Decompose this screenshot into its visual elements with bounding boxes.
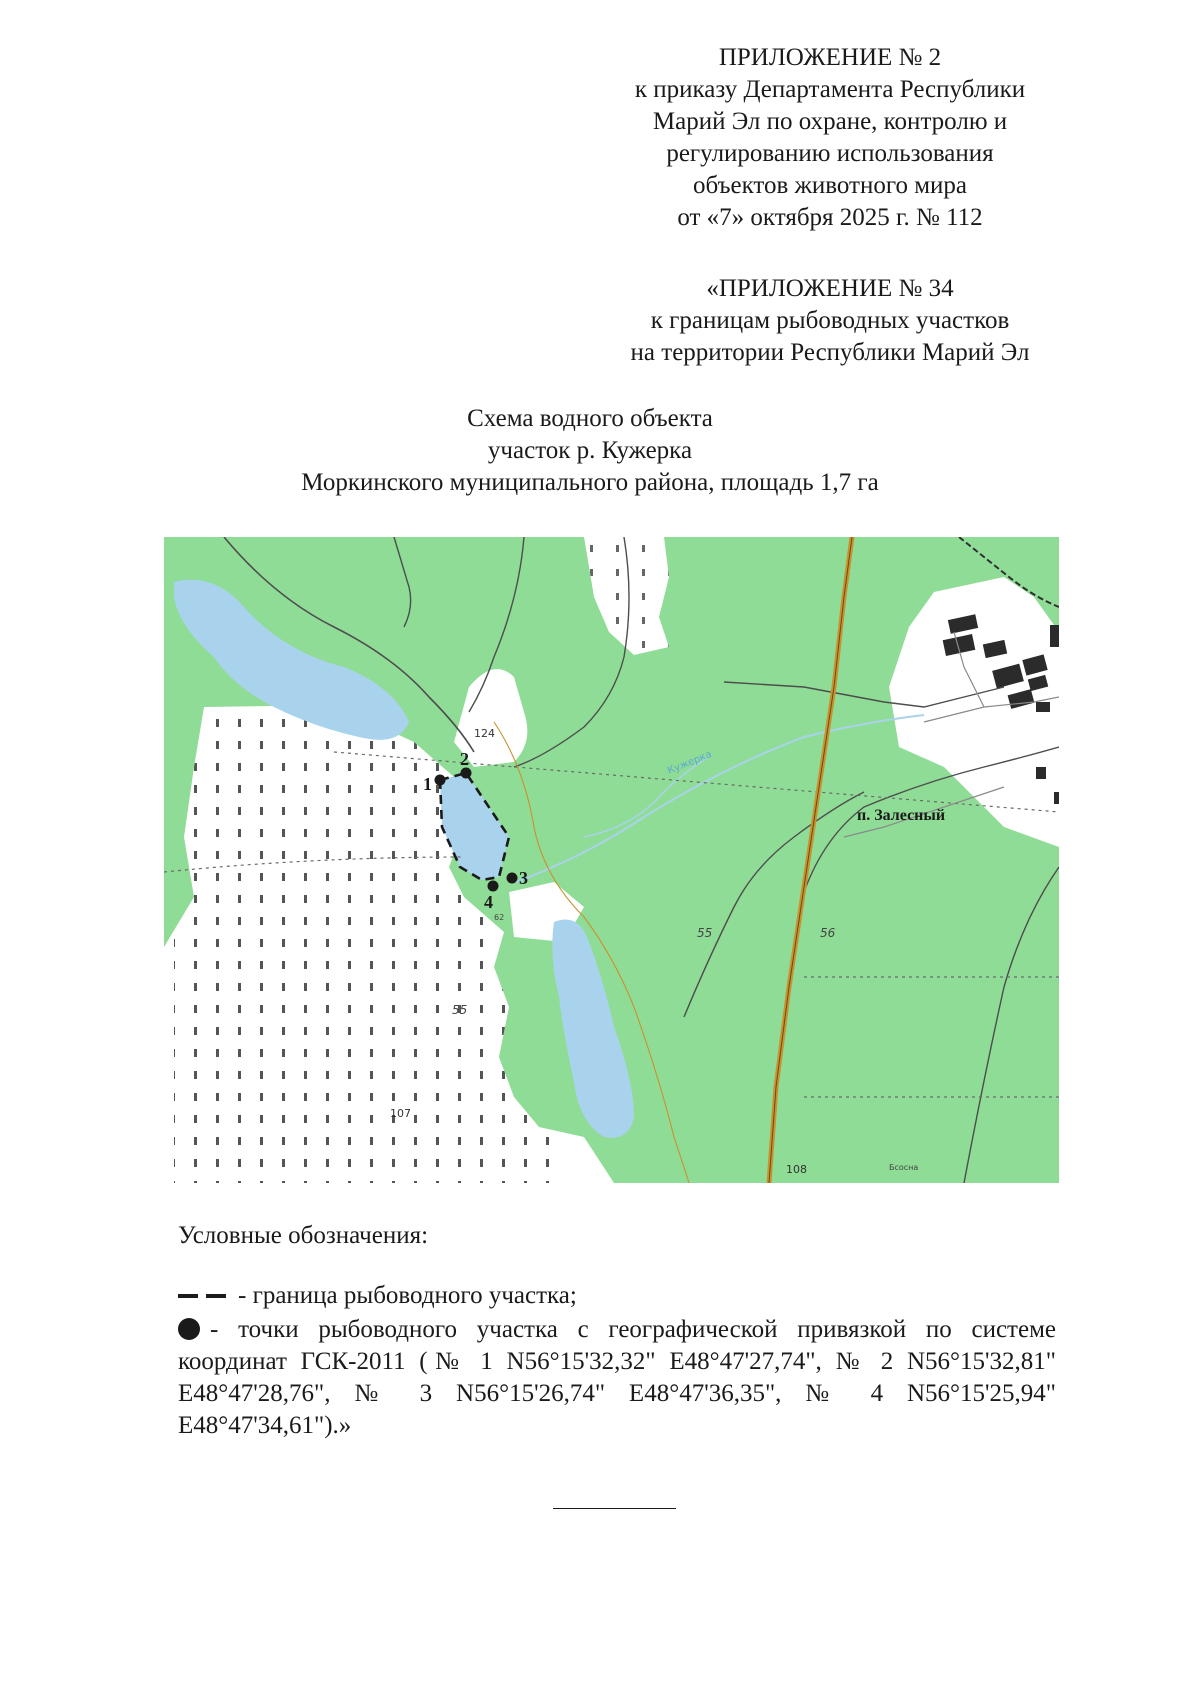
height-124: 124 [474, 727, 495, 740]
river-label: Кужерка [666, 749, 714, 777]
dashed-line-icon [178, 1294, 226, 1298]
village-label: п. Залесный [857, 807, 946, 824]
annex-line: к границам рыбоводных участков [650, 307, 1010, 334]
topographic-map [164, 537, 1059, 1183]
legend-boundary-text: - граница рыбоводного участка; [238, 1282, 577, 1309]
legend-points-text: - точки рыбоводного участка с географической привязкой по системе координат ГСК-2011 (№ 1 N56°15'32,32" E48°47'27,74", № 2 N56°15'32,81" E48°47'28,76", № 3 N56°15'26,74" E48°47'36,35", № 4 N56°15'25,94" E48°47'34,61").» [178, 1316, 1056, 1439]
title-line: участок р. Кужерка [487, 437, 693, 464]
header-line: ПРИЛОЖЕНИЕ № 2 [718, 44, 942, 71]
footer-divider [553, 1508, 676, 1509]
pine-label: Бсосна [889, 1163, 919, 1172]
header-line: объектов животного мира [692, 172, 968, 199]
scheme-title [160, 403, 1020, 499]
legend-title: Условные обозначения: [178, 1222, 429, 1249]
point-dot-icon [178, 1318, 200, 1340]
map-canvas [164, 537, 1059, 1183]
header-line: к приказу Департамента Республики [634, 76, 1026, 103]
header-line: от «7» октября 2025 г. № 112 [677, 204, 983, 231]
header-line: регулированию использования [666, 140, 994, 167]
annex-line: «ПРИЛОЖЕНИЕ № 34 [706, 275, 954, 302]
small-62-label: 62 [494, 913, 505, 922]
height-107: 107 [390, 1107, 411, 1120]
point-3-marker [507, 873, 518, 884]
appendix-header [590, 42, 1070, 234]
label-56: 56 [820, 926, 836, 940]
annex-line: на территории Республики Марий Эл [630, 339, 1030, 366]
header-line: Марий Эл по охране, контролю и [652, 108, 1008, 135]
point-1-marker [435, 775, 446, 786]
point-2-label: 2 [460, 749, 469, 769]
point-4-label: 4 [484, 892, 493, 912]
annex-header [590, 273, 1070, 369]
point-3-label: 3 [519, 868, 528, 888]
legend-points [178, 1314, 1056, 1442]
label-55-west: 55 [452, 1003, 468, 1017]
height-108: 108 [786, 1163, 807, 1176]
point-1-label: 1 [423, 774, 432, 794]
point-4-marker [488, 881, 499, 892]
title-line: Моркинского муниципального района, площадь 1,7 га [301, 469, 879, 496]
label-55-east: 55 [697, 926, 713, 940]
point-2-marker [461, 768, 472, 779]
title-line: Схема водного объекта [467, 405, 713, 432]
legend-boundary [178, 1280, 577, 1312]
